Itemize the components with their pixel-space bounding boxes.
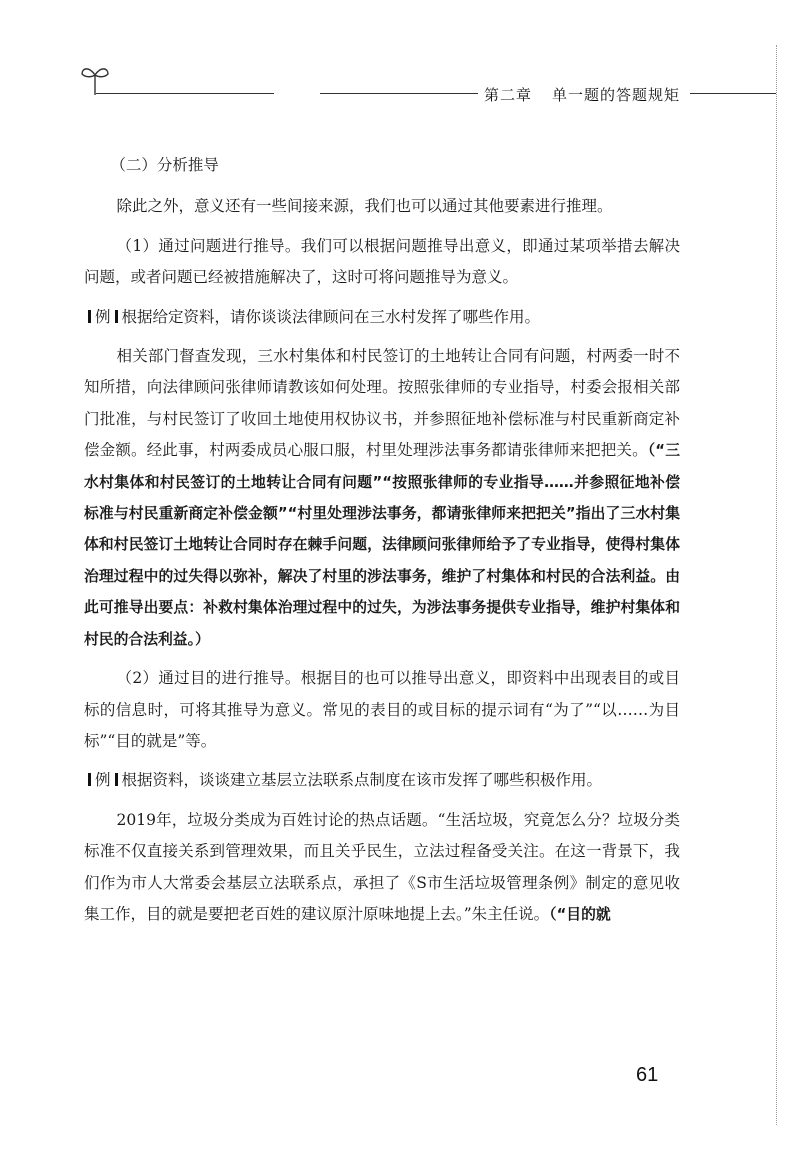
example-2-material bbox=[84, 805, 680, 931]
chapter-label: 第二章 bbox=[484, 86, 533, 104]
example-question-text: 根据资料，谈谈建立基层立法联系点制度在该市发挥了哪些积极作用。 bbox=[121, 771, 603, 790]
example-2-question bbox=[84, 765, 680, 796]
page-edge-rule bbox=[776, 45, 777, 1125]
example-question-text: 根据给定资料，请你谈谈法律顾问在三水村发挥了哪些作用。 bbox=[121, 307, 541, 326]
example-material-text: 相关部门督查发现，三水村集体和村民签订的土地转让合同有问题，村两委一时不知所措，向法律顾问张律师请教该如何处理。按照张律师的专业指导，村委会报相关部门批准，与村民签订了收回土地使用权协议书，并参照征地补偿标准与村民重新商定补偿金额。经此事，村两委成员心服口服，村里处理涉法事务都请张律师来把把关。 bbox=[84, 347, 680, 460]
header-rule-right bbox=[690, 93, 776, 94]
header-rule-left bbox=[96, 93, 274, 94]
header-rule-middle bbox=[320, 93, 478, 94]
running-header bbox=[484, 84, 680, 105]
example-analysis-text: （“三水村集体和村民签订的土地转让合同有问题”“按照张律师的专业指导……并参照征地补偿标准与村民重新商定补偿金额”“村里处理涉法事务，都请张律师来把把关”指出了三水村集体和村民签订土地转让合同时存在棘手问题，法律顾问张律师给予了专业指导，使得村集体治理过程中的过失得以弥补，解决了村里的涉法事务，维护了村集体和村民的合法利益。由此可推导出要点：补救村集体治理过程中的过失，为涉法事务提供专业指导，维护村集体和村民的合法利益。） bbox=[84, 442, 680, 648]
section-heading: （二）分析推导 bbox=[110, 156, 219, 174]
intro-paragraph: 除此之外，意义还有一些间接来源，我们也可以通过其他要素进行推理。 bbox=[116, 197, 613, 216]
page-number: 61 bbox=[636, 1064, 659, 1086]
example-label: 例 bbox=[95, 307, 111, 326]
method-1-paragraph: （1）通过问题进行推导。我们可以根据问题推导出意义，即通过某项举措去解决问题，或者问题已经被措施解决了，这时可将问题推导为意义。 bbox=[84, 236, 680, 287]
example-material-text: 2019年，垃圾分类成为百姓讨论的热点话题。“生活垃圾，究竟怎么分？垃圾分类标准不仅直接关系到管理效果，而且关乎民生，立法过程备受关注。在这一背景下，我们作为市人大常委会基层立法联系点，承担了《S市生活垃圾管理条例》制定的意见收集工作，目的就是要把老百姓的建议原汁原味地提上去。”朱主任说。 bbox=[84, 810, 680, 923]
example-bar-icon bbox=[115, 310, 118, 323]
sprout-icon bbox=[80, 62, 110, 96]
page-body bbox=[84, 150, 680, 930]
example-1-material bbox=[84, 341, 680, 655]
chapter-title: 单一题的答题规矩 bbox=[552, 86, 681, 104]
example-analysis-start: （“目的就 bbox=[549, 905, 611, 923]
example-bar-icon bbox=[88, 773, 91, 786]
example-bar-icon bbox=[88, 310, 91, 323]
example-bar-icon bbox=[115, 773, 118, 786]
example-1-question bbox=[84, 302, 680, 333]
example-label: 例 bbox=[95, 771, 111, 790]
method-2-paragraph: （2）通过目的进行推导。根据目的也可以推导出意义，即资料中出现表目的或目标的信息时，可将其推导为意义。常见的表目的或目标的提示词有“为了”“以……为目标”“目的就是”等。 bbox=[84, 669, 680, 750]
